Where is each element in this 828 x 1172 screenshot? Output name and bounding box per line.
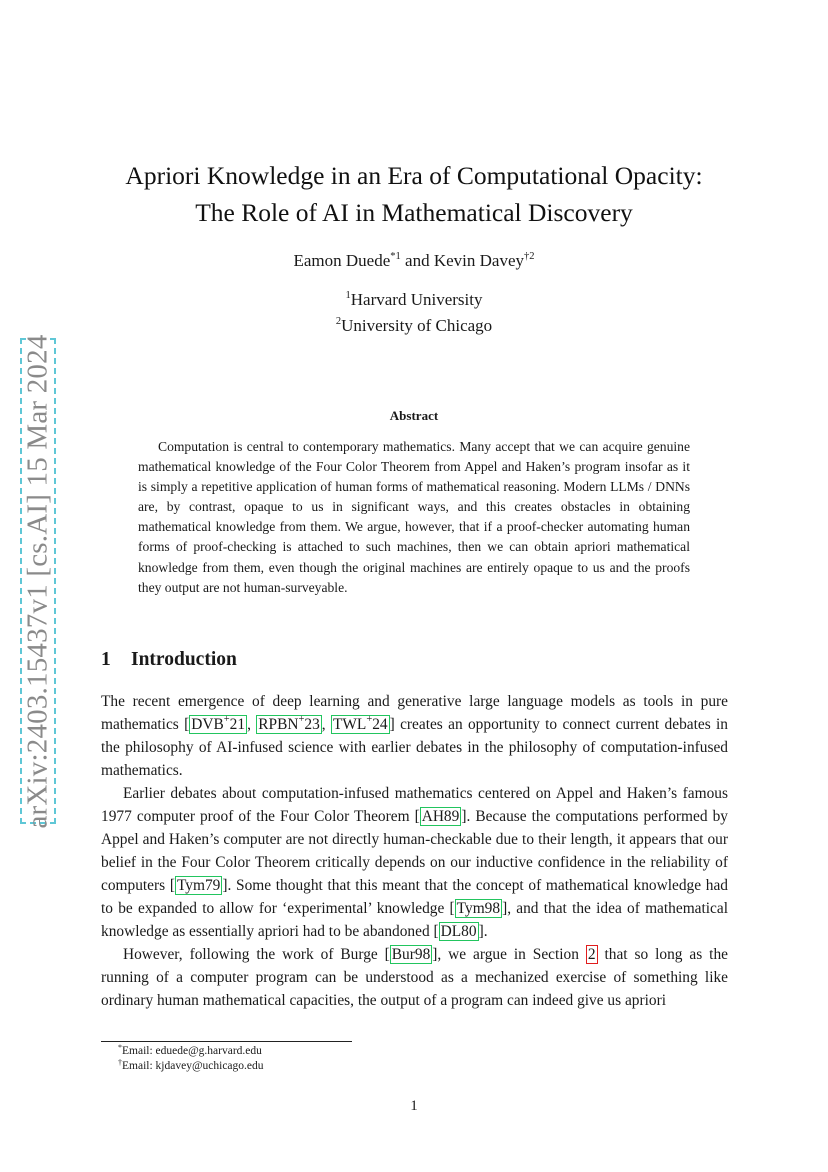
text-run: ]. Because the computations performed by Appel and Haken’s computer are not directly human-checkable due to their length, it appears that our belief in the Four Color Theorem critically depends on our inductive confidence in the reliability of computers [ (101, 808, 728, 894)
author-1-marker: *1 (390, 251, 401, 262)
footnote-rule (101, 1041, 352, 1042)
author-list (0, 250, 828, 275)
citation-link[interactable]: Tym98 (456, 900, 501, 917)
affiliation-1-name: Harvard University (350, 290, 483, 309)
arxiv-identifier: arXiv:2403.15437v1 [cs.AI] 15 Mar 2024 (21, 333, 54, 829)
author-conjunction: and (400, 251, 434, 270)
paragraph-3 (101, 943, 728, 1012)
text-run: ] creates an opportunity to connect current debates in the philosophy of AI-infused science with earlier debates in the philosophy of computation-infused mathematics. (101, 716, 728, 779)
affiliation-2-name: University of Chicago (341, 316, 493, 335)
citation-link[interactable]: Tym79 (176, 877, 221, 894)
section-heading (101, 649, 237, 671)
abstract-text: Computation is central to contemporary mathematics. Many accept that we can acquire genuine mathematical knowledge of the Four Color Theorem from Appel and Haken’s program insofar as it is simply a repetitive application of human forms of mathematical reasoning. Modern LLMs / DNNs are, by contrast, opaque to us in significant ways, and this creates obstacles in obtaining mathematical knowledge from them. We argue, however, that if a proof-checker automating human forms of proof-checking is attached to such machines, then we can obtain apriori mathematical knowledge from them, even though the original machines are entirely opaque to us and the proofs they output are not human-surveyable. (138, 439, 690, 595)
citation-link[interactable]: AH89 (421, 808, 460, 825)
text-run: The recent emergence of deep learning and generative large language models as tools in pure mathematics [ (101, 693, 728, 733)
footnotes (118, 1044, 264, 1074)
citation-link[interactable]: Bur98 (391, 946, 431, 963)
text-run: that so long as the running of a computer program can be understood as a mechanized exercise of something like ordinary human mathematical capacities, the output of a program can indeed give us apriori (101, 946, 728, 1009)
text-run: ], and that the idea of mathematical knowledge as essentially apriori had to be abandoned [ (101, 900, 728, 940)
title-line-2: The Role of AI in Mathematical Discovery (195, 198, 633, 227)
body-text (101, 690, 728, 1012)
footnote-1-text: Email: eduede@g.harvard.edu (122, 1045, 262, 1057)
affiliation-2 (0, 314, 828, 340)
affiliation-1 (0, 288, 828, 314)
citation-link[interactable]: TWL+24 (332, 714, 388, 733)
text-run: , (321, 716, 331, 733)
paragraph-1 (101, 690, 728, 782)
affiliation-2-marker: 2 (335, 316, 342, 327)
section-number: 1 (101, 649, 111, 670)
author-2: Kevin Davey (433, 251, 524, 270)
citation-link[interactable]: DL80 (440, 923, 477, 940)
section-title: Introduction (131, 649, 237, 670)
title-line-1: Apriori Knowledge in an Era of Computational Opacity: (125, 161, 703, 190)
paragraph-2 (101, 782, 728, 943)
abstract-heading: Abstract (389, 408, 439, 423)
footnote-2 (118, 1059, 264, 1074)
text-run: However, following the work of Burge [ (123, 946, 390, 963)
footnote-1-marker: * (118, 1043, 122, 1052)
citation-link[interactable]: DVB+21 (191, 714, 246, 733)
paper-title (0, 157, 828, 231)
affiliation-list (0, 288, 828, 340)
affiliation-1-marker: 1 (345, 290, 351, 301)
citation-link[interactable]: RPBN+23 (258, 714, 320, 733)
author-2-marker: †2 (524, 251, 535, 262)
text-run: ]. (478, 923, 488, 940)
author-1: Eamon Duede (293, 251, 391, 270)
footnote-2-text: Email: kjdavey@uchicago.edu (122, 1060, 264, 1072)
text-run: , (247, 716, 257, 733)
text-run: ], we argue in Section (432, 946, 586, 963)
section-ref-link[interactable]: 2 (587, 946, 596, 963)
footnote-2-marker: † (118, 1058, 122, 1067)
page-number: 1 (410, 1098, 418, 1114)
text-run: ]. Some thought that this meant that the concept of mathematical knowledge had to be expanded to allow for ‘experimental’ knowledge [ (101, 877, 728, 917)
footnote-1 (118, 1044, 264, 1059)
text-run: Earlier debates about computation-infused mathematics centered on Appel and Haken’s famous 1977 computer proof of the Four Color Theorem [ (101, 785, 728, 825)
